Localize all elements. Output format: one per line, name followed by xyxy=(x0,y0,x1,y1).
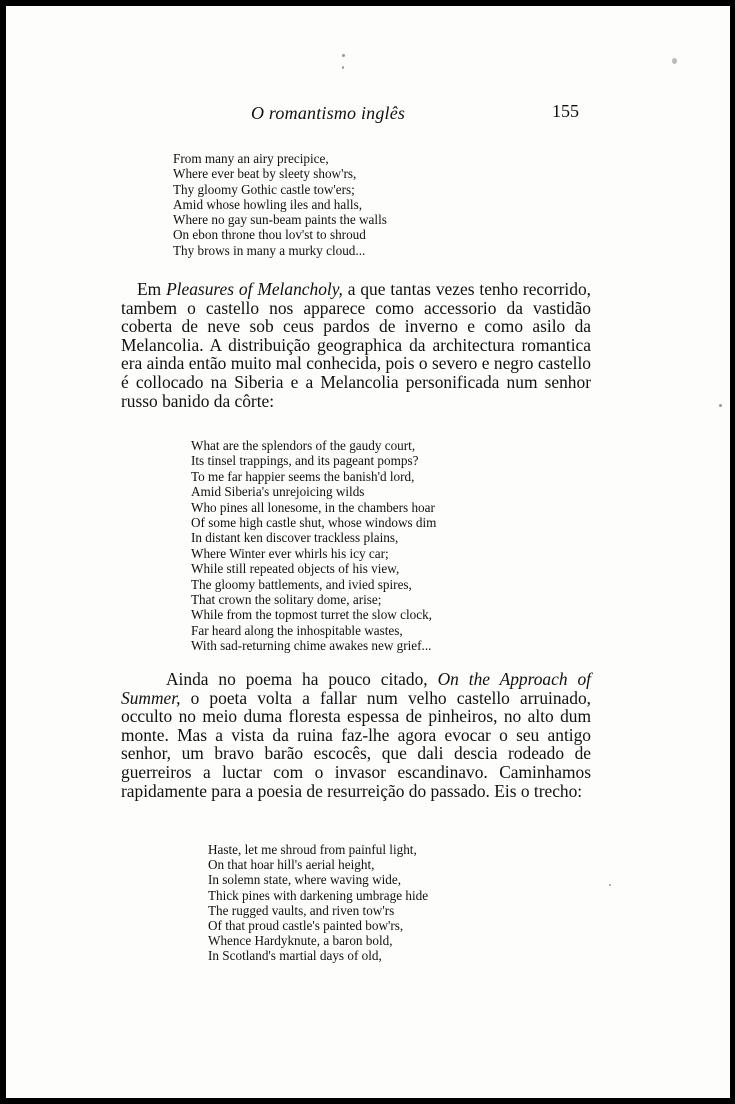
verse-line: That crown the solitary dome, arise; xyxy=(191,592,382,608)
verse-line: While still repeated objects of his view, xyxy=(191,561,400,577)
verse-line: Of some high castle shut, whose windows dim xyxy=(191,515,437,531)
verse-line: Thick pines with darkening umbrage hide xyxy=(208,887,429,903)
paragraph-1-body: a que tantas vezes tenho recorrido, tambem o castello nos apparece como accessorio da vastidão coberta de neve sob ceus pardos de inverno e como asilo da Melancolia. A distribuição geographica da architectura romantica era ainda então muito mal conhecida, pois o severo e negro castello é collocado na Siberia e a Melancolia personificada num senhor russo banido da côrte: xyxy=(121,279,592,411)
verse-line: Where ever beat by sleety show'rs, xyxy=(173,166,357,182)
paper-speck xyxy=(672,58,677,64)
verse-line: Who pines all lonesome, in the chambers hoar xyxy=(191,499,435,515)
paragraph-1-lead: Em xyxy=(137,279,167,299)
paragraph-2-lead: Ainda no poema ha pouco citado, xyxy=(166,669,438,689)
page-number: 155 xyxy=(552,101,579,121)
verse-line: In Scotland's martial days of old, xyxy=(208,948,382,964)
verse-line: In distant ken discover trackless plains, xyxy=(191,530,399,546)
verse-block-1 xyxy=(173,151,387,258)
verse-line: Whence Hardyknute, a baron bold, xyxy=(208,933,393,949)
verse-line: While from the topmost turret the slow clock, xyxy=(191,607,432,623)
paragraph-2 xyxy=(121,670,591,800)
verse-line: Thy gloomy Gothic castle tow'ers; xyxy=(173,181,355,197)
paper-speck xyxy=(342,66,344,69)
paragraph-1 xyxy=(121,280,591,410)
verse-line: Thy brows in many a murky cloud... xyxy=(173,242,366,258)
paragraph-2-work-title: On the Approach of Summer, xyxy=(121,669,591,708)
verse-block-3 xyxy=(208,842,428,964)
verse-line: The rugged vaults, and riven tow'rs xyxy=(208,902,395,918)
verse-line: What are the splendors of the gaudy court, xyxy=(191,438,416,453)
verse-line: With sad-returning chime awakes new grief... xyxy=(191,638,432,654)
verse-line: The gloomy battlements, and ivied spires, xyxy=(191,576,412,592)
paragraph-2-body: o poeta volta a fallar num velho castello arruinado, occulto no meio duma floresta espessa de pinheiros, no alto dum monte. Mas a vista da ruina faz-lhe agora evocar o seu antigo senhor, um bravo barão escocês, que dali descia rodeado de guerreiros a luctar com o invasor escandinavo. Caminhamos rapidamente para a poesia de resurreição do passado. Eis o trecho: xyxy=(121,687,591,801)
verse-line: In solemn state, where waving wide, xyxy=(208,872,401,888)
verse-line: Haste, let me shroud from painful light, xyxy=(208,842,417,857)
verse-line: Where no gay sun-beam paints the walls xyxy=(173,212,387,228)
verse-line: On that hoar hill's aerial height, xyxy=(208,857,375,873)
verse-line: From many an airy precipice, xyxy=(173,151,329,166)
verse-line: Far heard along the inhospitable wastes, xyxy=(191,622,403,638)
verse-line: Where Winter ever whirls his icy car; xyxy=(191,545,389,561)
paragraph-1-work-title: Pleasures of Melancholy, xyxy=(166,279,343,299)
verse-line: Amid whose howling iles and halls, xyxy=(173,196,363,212)
paper-speck xyxy=(609,884,611,886)
paper-speck xyxy=(719,404,722,407)
verse-line: To me far happier seems the banish'd lord, xyxy=(191,468,415,484)
verse-block-2 xyxy=(191,438,436,654)
verse-line: Amid Siberia's unrejoicing wilds xyxy=(191,484,365,500)
paper-speck xyxy=(342,54,345,57)
verse-line: On ebon throne thou lov'st to shroud xyxy=(173,227,366,243)
verse-line: Of that proud castle's painted bow'rs, xyxy=(208,918,404,934)
verse-line: Its tinsel trappings, and its pageant pomps? xyxy=(191,453,419,469)
running-header-title: O romantismo inglês xyxy=(251,103,406,123)
